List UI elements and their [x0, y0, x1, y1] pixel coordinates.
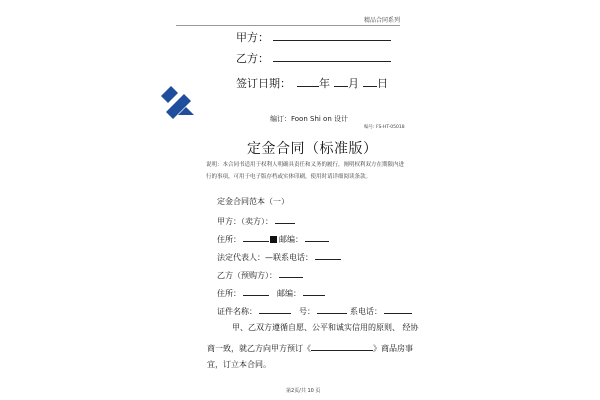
phone-blank[interactable] [384, 304, 412, 314]
series-label: 精品合同系列 [364, 17, 401, 24]
postcode-label-1: 邮编： [279, 235, 303, 244]
brand-logo-icon [160, 82, 200, 122]
address-label-2: 住所： [217, 289, 241, 298]
day-blank[interactable] [363, 75, 377, 87]
legal-rep-label: 法定代表人：—联系电话： [217, 253, 313, 262]
usage-note-line-2: 行的事项，可用于电子版存档或实体印刷，使用时请详细阅读条款。 [206, 174, 372, 180]
postcode-blank-2[interactable] [303, 286, 325, 296]
postcode-blank-1[interactable] [305, 232, 329, 242]
party-b-label: 乙方： [236, 52, 269, 65]
party-a-seller-line [217, 214, 295, 227]
address-line-1 [217, 232, 329, 245]
page-indicator: 第2页/共 10 页 [286, 388, 321, 394]
legal-rep-phone-blank[interactable] [315, 250, 341, 260]
document-code: 编号: FS-HT-05018 [364, 125, 405, 130]
day-label: 日 [377, 77, 388, 90]
paragraph-line-3: 宜，订立本合同。 [207, 360, 271, 369]
party-a-line [236, 29, 391, 45]
id-no-blank[interactable] [317, 304, 347, 314]
filled-square-icon [270, 236, 277, 243]
address-label-1: 住所： [217, 235, 241, 244]
id-line [217, 304, 412, 317]
month-label: 月 [348, 77, 359, 90]
address-blank-1[interactable] [243, 232, 269, 242]
phone-label: 系电话： [350, 307, 382, 316]
month-blank[interactable] [334, 75, 348, 87]
party-a-label: 甲方： [236, 31, 269, 44]
usage-note-line-1: 说明：本合同书适用于权利人明确具责任和义务的履行，阐明权利双方在期限内进 [206, 162, 405, 168]
paragraph-line-2 [207, 341, 413, 354]
id-name-label: 证件名称： [217, 307, 257, 316]
property-name-blank[interactable] [311, 341, 373, 351]
party-b-buyer-blank[interactable] [279, 268, 303, 278]
year-blank[interactable] [297, 75, 319, 87]
party-b-line [236, 50, 391, 66]
id-name-blank[interactable] [259, 304, 291, 314]
contract-title: 定金合同（标准版） [247, 141, 378, 157]
year-label: 年 [319, 77, 330, 90]
legal-rep-line [217, 250, 341, 263]
sign-date-line [236, 75, 388, 91]
author-line: 编订：Foon Shi on 设计 [270, 115, 348, 123]
sign-date-label: 签订日期： [236, 77, 291, 90]
sample-heading: 定金合同范本（一） [217, 197, 289, 206]
party-a-blank[interactable] [273, 29, 391, 41]
paragraph-line-2-suffix: 》商品房事 [373, 344, 413, 353]
party-b-buyer-label: 乙方（预购方）： [217, 271, 277, 280]
party-a-seller-blank[interactable] [275, 214, 295, 224]
postcode-label-2: 邮编： [277, 289, 301, 298]
address-blank-2[interactable] [243, 286, 269, 296]
id-no-label: 号： [299, 307, 315, 316]
party-a-seller-label: 甲方：（卖方）： [217, 217, 273, 226]
paragraph-line-2-prefix: 商一致，就乙方向甲方预订《 [207, 344, 311, 353]
address-line-2 [217, 286, 325, 299]
header-divider [176, 25, 400, 26]
paragraph-line-1: 甲、乙双方遵循自愿、公平和诚实信用的原则、 经协 [232, 323, 419, 332]
party-b-buyer-line [217, 268, 303, 281]
party-b-blank[interactable] [273, 50, 391, 62]
